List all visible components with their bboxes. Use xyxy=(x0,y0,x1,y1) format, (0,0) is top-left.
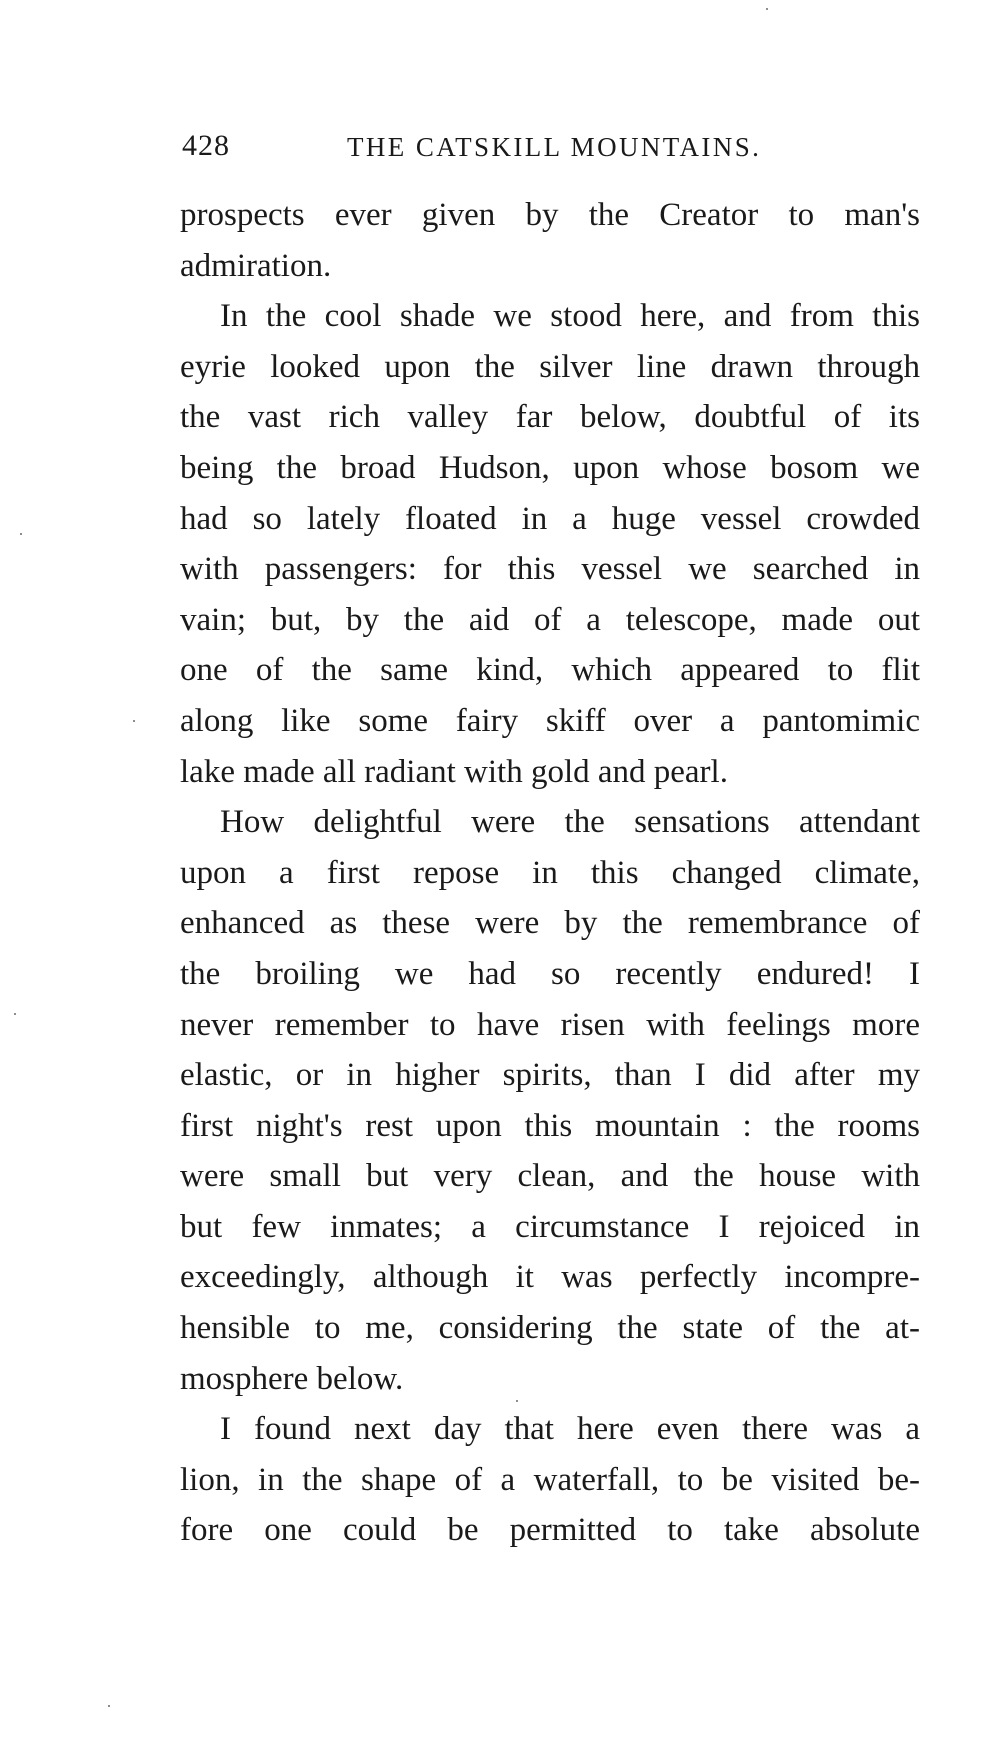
text-line: vain; but, by the aid of a telescope, made out xyxy=(180,601,920,638)
text-line: mosphere below. xyxy=(180,1360,404,1397)
text-line: lake made all radiant with gold and pearl. xyxy=(180,753,728,790)
scan-speck xyxy=(20,533,22,535)
text-line: lion, in the shape of a waterfall, to be visited be- xyxy=(180,1461,920,1498)
text-line: had so lately floated in a huge vessel crowded xyxy=(180,500,920,537)
scan-speck xyxy=(516,1400,518,1402)
text-line: one of the same kind, which appeared to flit xyxy=(180,652,920,689)
running-head xyxy=(182,126,918,166)
scan-speck xyxy=(108,1705,110,1707)
text-line: along like some fairy skiff over a pantomimic xyxy=(180,702,920,739)
text-line: first night's rest upon this mountain : the rooms xyxy=(180,1107,920,1144)
text-line: were small but very clean, and the house with xyxy=(180,1158,920,1195)
text-line: being the broad Hudson, upon whose bosom we xyxy=(180,449,920,486)
scan-speck xyxy=(14,1013,16,1015)
text-line: exceedingly, although it was perfectly incompre- xyxy=(180,1259,920,1296)
scan-speck xyxy=(766,8,768,10)
text-line: I found next day that here even there was a xyxy=(220,1411,920,1448)
text-line: In the cool shade we stood here, and from this xyxy=(220,298,920,335)
text-line: with passengers: for this vessel we searched in xyxy=(180,551,920,588)
running-title: THE CATSKILL MOUNTAINS. xyxy=(347,132,762,162)
scan-speck xyxy=(133,720,135,722)
text-line: upon a first repose in this changed climate, xyxy=(180,854,920,891)
text-line: enhanced as these were by the remembrance of xyxy=(180,905,920,942)
body-text xyxy=(180,190,920,1556)
text-line: prospects ever given by the Creator to man's xyxy=(180,197,920,233)
text-line: How delightful were the sensations attendant xyxy=(220,804,920,841)
page-number: 428 xyxy=(182,129,230,162)
text-line: eyrie looked upon the silver line drawn through xyxy=(180,348,920,385)
text-line: hensible to me, considering the state of the at- xyxy=(180,1310,920,1347)
text-line: never remember to have risen with feelings more xyxy=(180,1006,920,1043)
text-line: admiration. xyxy=(180,247,332,284)
text-line: but few inmates; a circumstance I rejoiced in xyxy=(180,1208,920,1245)
text-line: the broiling we had so recently endured! I xyxy=(180,955,920,992)
text-line: elastic, or in higher spirits, than I did after my xyxy=(180,1057,920,1094)
text-line: the vast rich valley far below, doubtful of its xyxy=(180,399,920,436)
text-line: fore one could be permitted to take absolute xyxy=(180,1512,920,1549)
